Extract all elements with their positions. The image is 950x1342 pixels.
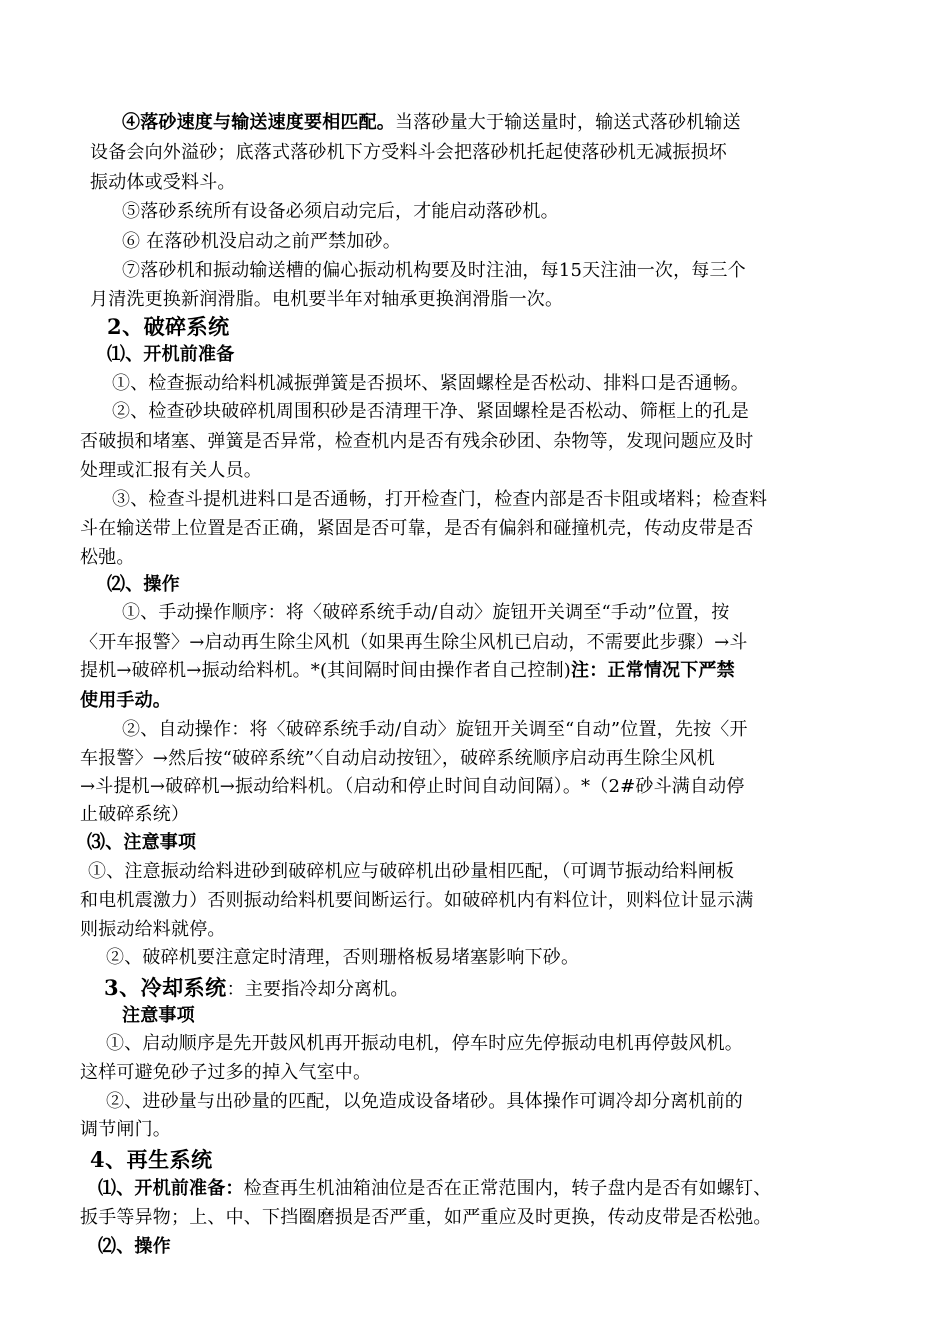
subsection-heading — [107, 573, 180, 597]
paragraph-line — [98, 1177, 771, 1201]
line-text: ①、启动顺序是先开鼓风机再开振动电机，停车时应先停振动电机再停鼓风机。 — [106, 1033, 743, 1054]
subsection-heading — [122, 1004, 195, 1028]
heading-text: 2、破碎系统 — [107, 314, 230, 339]
line-text: 月清洗更换新润滑脂。电机要半年对轴承更换润滑脂一次。 — [90, 289, 564, 310]
heading-text: ⑵、操作 — [107, 574, 180, 595]
paragraph-line — [80, 430, 753, 454]
line-text: 设备会向外溢砂；底落式落砂机下方受料斗会把落砂机托起使落砂机无减振损坏 — [90, 142, 727, 163]
paragraph-line — [80, 1118, 171, 1142]
line-text: 振动体或受料斗。 — [90, 172, 236, 193]
line-text: 提机→破碎机→振动给料机。*(其间隔时间由操作者自己控制) — [80, 660, 572, 681]
paragraph-line — [80, 659, 735, 683]
heading-text: 注意事项 — [122, 1005, 195, 1026]
line-text: ：主要指冷却分离机。 — [226, 979, 409, 1000]
bold-note: 注：正常情况下严禁 — [571, 660, 735, 681]
line-text: 使用手动。 — [80, 690, 171, 711]
paragraph-line — [106, 1090, 743, 1114]
line-text: 和电机震激力）否则振动给料机要间断运行。如破碎机内有料位计，则料位计显示满 — [80, 890, 754, 911]
paragraph-line — [122, 200, 559, 224]
paragraph-line — [80, 1206, 772, 1230]
line-text: 这样可避免砂子过多的掉入气室中。 — [80, 1062, 372, 1083]
paragraph-line — [80, 747, 715, 771]
line-text: ⑦落砂机和振动输送槽的偏心振动机构要及时注油，每15天注油一次，每三个 — [122, 260, 746, 281]
paragraph-line — [80, 546, 135, 570]
paragraph-line — [122, 111, 741, 135]
paragraph-line — [80, 517, 753, 541]
line-text: 扳手等异物；上、中、下挡圈磨损是否严重，如严重应及时更换，传动皮带是否松弛。 — [80, 1207, 772, 1228]
line-text: 止破碎系统） — [80, 804, 190, 825]
section-heading — [104, 974, 409, 1002]
line-text: ②、自动操作：将〈破碎系统手动/自动〉旋钮开关调至“自动”位置，先按〈开 — [122, 719, 748, 740]
paragraph-line — [88, 860, 734, 884]
line-text: ②、检查砂块破碎机周围积砂是否清理干净、紧固螺栓是否松动、筛框上的孔是 — [112, 401, 749, 422]
line-text: 处理或汇报有关人员。 — [80, 460, 262, 481]
paragraph-line — [112, 372, 749, 396]
line-text: ①、检查振动给料机减振弹簧是否损坏、紧固螺栓是否松动、排料口是否通畅。 — [112, 373, 749, 394]
paragraph-line — [122, 230, 401, 254]
paragraph-line — [122, 259, 746, 283]
paragraph-line — [80, 689, 171, 713]
paragraph-line — [80, 803, 189, 827]
line-text: 斗在输送带上位置是否正确，紧固是否可靠，是否有偏斜和碰撞机壳，传动皮带是否 — [80, 518, 754, 539]
heading-text: ⑶、注意事项 — [87, 832, 197, 853]
paragraph-line — [80, 1061, 371, 1085]
line-text: 松弛。 — [80, 547, 135, 568]
line-text: ②、进砂量与出砂量的匹配，以免造成设备堵砂。具体操作可调冷却分离机前的 — [106, 1091, 743, 1112]
paragraph-line — [80, 631, 748, 655]
line-text: 检查再生机油箱油位是否在正常范围内，转子盘内是否有如螺钉、 — [243, 1178, 772, 1199]
line-text: ⑤落砂系统所有设备必须启动完后，才能启动落砂机。 — [122, 201, 559, 222]
line-text: ⑥ 在落砂机没启动之前严禁加砂。 — [122, 231, 401, 252]
subsection-heading — [87, 831, 196, 855]
paragraph-line — [106, 1032, 743, 1056]
paragraph-line — [80, 918, 226, 942]
section-heading — [90, 1146, 213, 1174]
line-text: →斗提机→破碎机→振动给料机。（启动和停止时间自动间隔）。*（2#砂斗满自动停 — [80, 776, 745, 797]
line-text: 调节闸门。 — [80, 1119, 171, 1140]
line-text: 则振动给料就停。 — [80, 919, 226, 940]
heading-text: 4、再生系统 — [90, 1147, 213, 1172]
line-text: ①、手动操作顺序：将〈破碎系统手动/自动〉旋钮开关调至“手动”位置，按 — [122, 602, 730, 623]
paragraph-line — [122, 601, 729, 625]
section-heading — [107, 313, 230, 341]
paragraph-line — [80, 889, 753, 913]
paragraph-line — [80, 775, 745, 799]
bold-lead: ④落砂速度与输送速度要相匹配。 — [122, 112, 395, 133]
line-text: ②、破碎机要注意定时清理，否则珊格板易堵塞影响下砂。 — [106, 947, 580, 968]
line-text: 当落砂量大于输送量时，输送式落砂机输送 — [395, 112, 741, 133]
paragraph-line — [112, 488, 767, 512]
line-text: ①、注意振动给料进砂到破碎机应与破碎机出砂量相匹配，（可调节振动给料闸板 — [88, 861, 735, 882]
heading-text: ⑴、开机前准备 — [107, 344, 235, 365]
heading-text: ⑵、操作 — [98, 1236, 171, 1257]
paragraph-line — [80, 459, 262, 483]
paragraph-line — [90, 171, 236, 195]
line-text: ③、检查斗提机进料口是否通畅，打开检查门，检查内部是否卡阻或堵料；检查料 — [112, 489, 768, 510]
line-text: 车报警〉→然后按“破碎系统”〈自动启动按钮〉，破碎系统顺序启动再生除尘风机 — [80, 748, 715, 769]
line-text: 否破损和堵塞、弹簧是否异常，检查机内是否有残余砂团、杂物等，发现问题应及时 — [80, 431, 754, 452]
paragraph-line — [90, 141, 727, 165]
subsection-heading — [98, 1235, 171, 1259]
heading-text: 3、冷却系统 — [104, 975, 227, 1000]
line-text: 〈开车报警〉→启动再生除尘风机（如果再生除尘风机已启动，不需要此步骤）→斗 — [80, 632, 748, 653]
paragraph-line — [122, 718, 748, 742]
paragraph-line — [112, 400, 749, 424]
paragraph-line — [90, 288, 563, 312]
paragraph-line — [106, 946, 579, 970]
subsection-heading — [107, 343, 234, 367]
bold-lead: ⑴、开机前准备： — [98, 1178, 244, 1199]
